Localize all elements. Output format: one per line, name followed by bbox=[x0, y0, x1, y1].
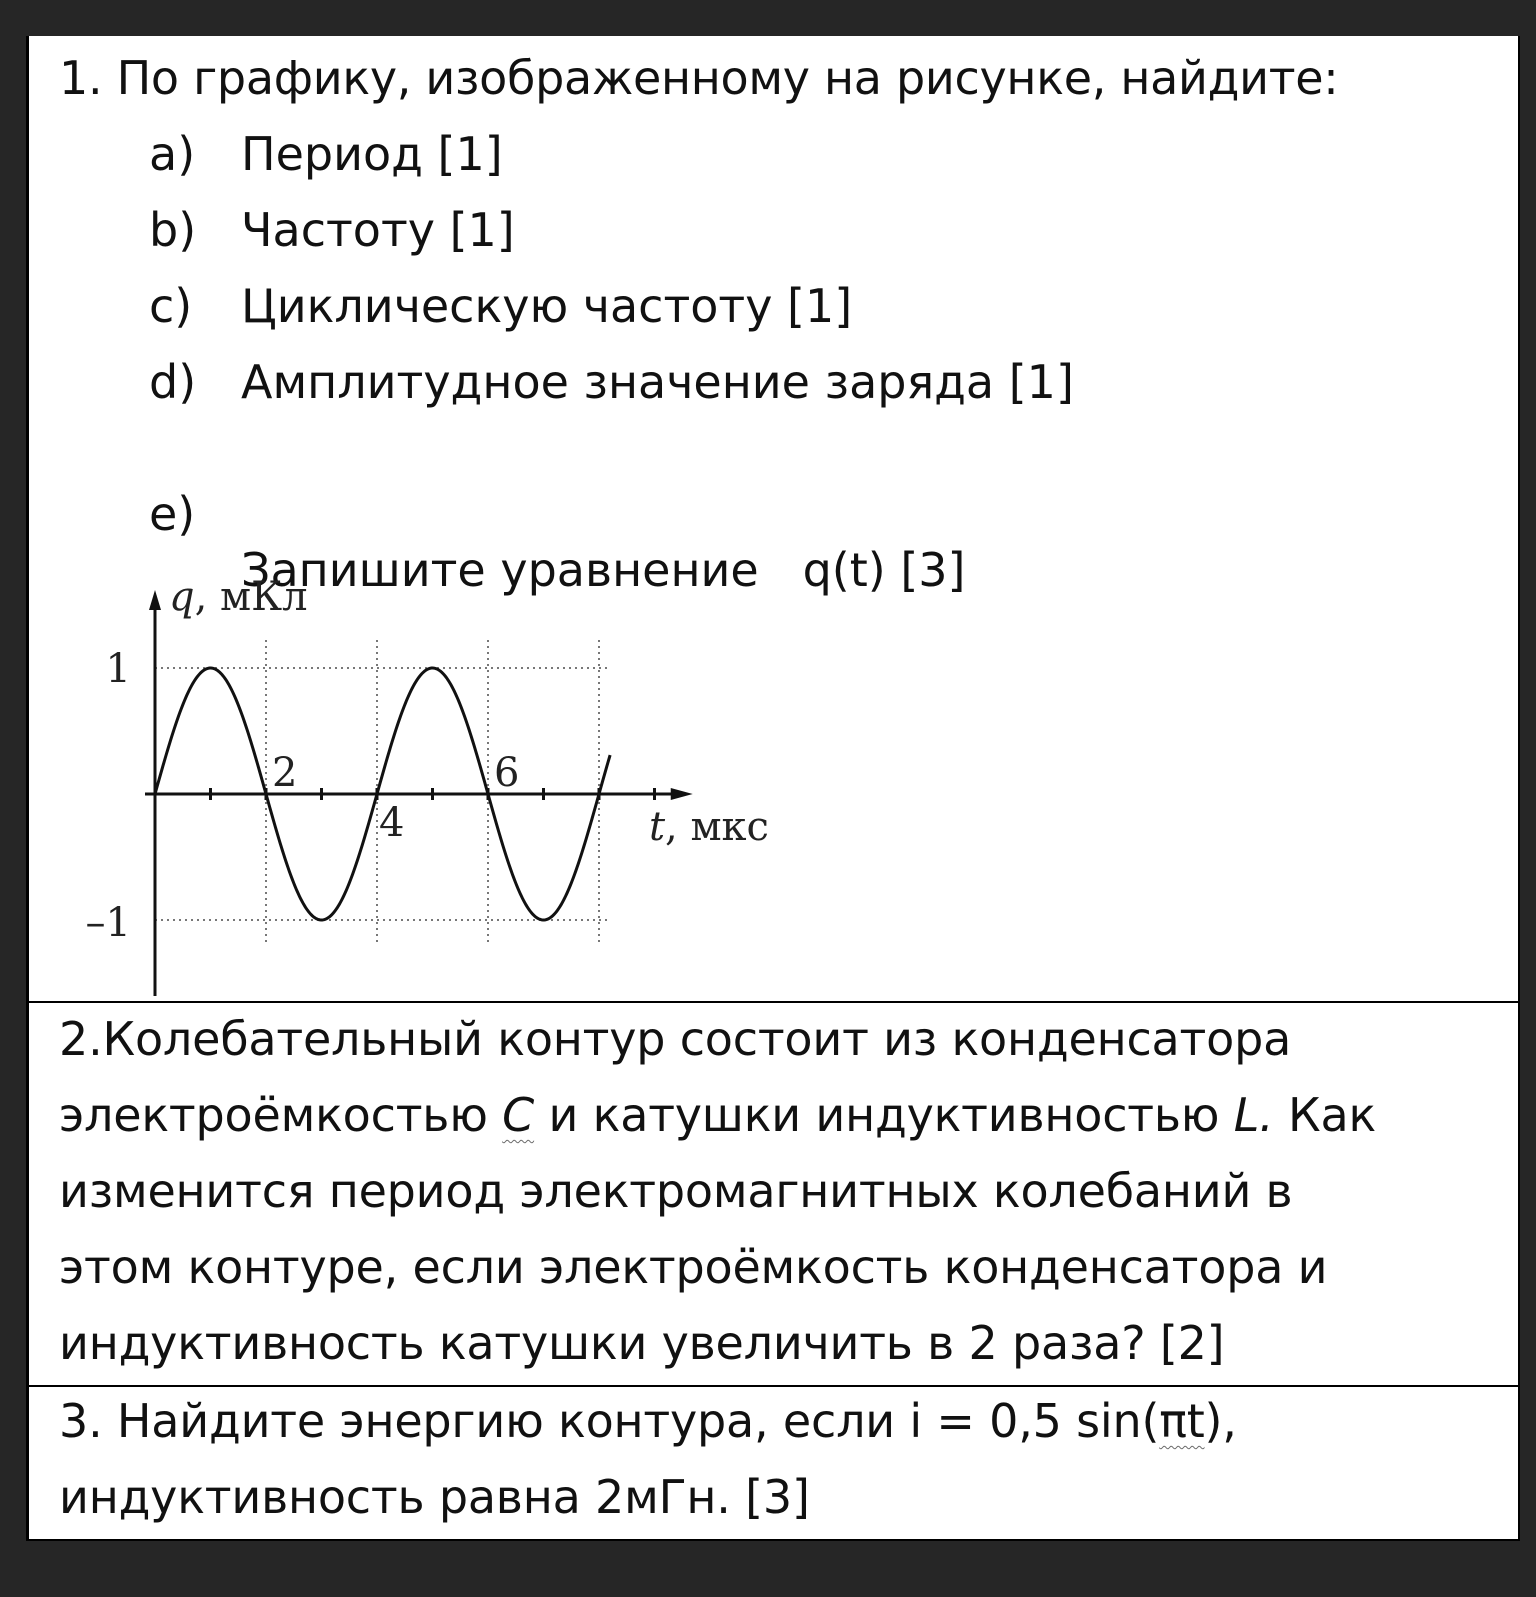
x-tick-label: 6 bbox=[494, 750, 520, 796]
task-2-line bbox=[59, 1087, 1376, 1143]
item-text: Амплитудное значение заряда [1] bbox=[241, 355, 1074, 409]
x-tick-label: 2 bbox=[272, 750, 298, 796]
item-text: Частоту [1] bbox=[241, 203, 515, 257]
x-axis-label bbox=[649, 804, 769, 850]
inductance-symbol: L. bbox=[1233, 1088, 1274, 1142]
x-axis-arrow bbox=[671, 788, 693, 800]
task-2-line: 2.Колебательный контур состоит из конденсатора bbox=[59, 1012, 1292, 1066]
axis-variable: q bbox=[169, 574, 195, 620]
item-letter: d) bbox=[149, 355, 197, 409]
text-fragment: и катушки индуктивностью bbox=[534, 1088, 1234, 1142]
task-3 bbox=[29, 1387, 1518, 1541]
item-text: Период [1] bbox=[241, 127, 503, 181]
task-3-line-2: индуктивность равна 2мГн. [3] bbox=[59, 1470, 810, 1524]
axis-unit: , мКл bbox=[194, 574, 308, 620]
charge-time-graph bbox=[69, 574, 829, 1002]
capacitance-symbol: C bbox=[502, 1088, 535, 1142]
axis-unit: , мкс bbox=[665, 804, 769, 850]
y-axis-arrow bbox=[149, 590, 161, 610]
task-2-line: индуктивность катушки увеличить в 2 раза? [2] bbox=[59, 1316, 1225, 1370]
task-2-line: изменится период электромагнитных колебаний в bbox=[59, 1164, 1293, 1218]
item-letter: b) bbox=[149, 203, 197, 257]
text-fragment: электроёмкостью bbox=[59, 1088, 503, 1142]
worksheet bbox=[26, 36, 1520, 1541]
item-text: Запишите уравнение q(t) [3] bbox=[241, 543, 966, 597]
item-text: Циклическую частоту [1] bbox=[241, 279, 853, 333]
argument-pi-t: πt bbox=[1159, 1394, 1205, 1448]
axis-variable: t bbox=[648, 804, 666, 850]
y-tick-label: 1 bbox=[105, 646, 131, 692]
task-1 bbox=[29, 36, 1518, 1003]
task-2 bbox=[29, 1003, 1518, 1387]
task-1-heading: 1. По графику, изображенному на рисунке, найдите: bbox=[59, 51, 1339, 105]
text-fragment: 3. Найдите энергию контура, если i = 0,5 sin( bbox=[59, 1394, 1160, 1448]
task-2-line: этом контуре, если электроёмкость конденсатора и bbox=[59, 1240, 1328, 1294]
x-tick-label: 4 bbox=[379, 800, 405, 846]
y-tick-label: –1 bbox=[85, 900, 131, 946]
text-fragment: Как bbox=[1273, 1088, 1377, 1142]
item-letter: a) bbox=[149, 127, 196, 181]
item-letter: e) bbox=[149, 487, 196, 541]
y-axis-label bbox=[169, 574, 308, 620]
task-3-line-1 bbox=[59, 1393, 1237, 1449]
item-letter: c) bbox=[149, 279, 193, 333]
text-fragment: ), bbox=[1204, 1394, 1237, 1448]
